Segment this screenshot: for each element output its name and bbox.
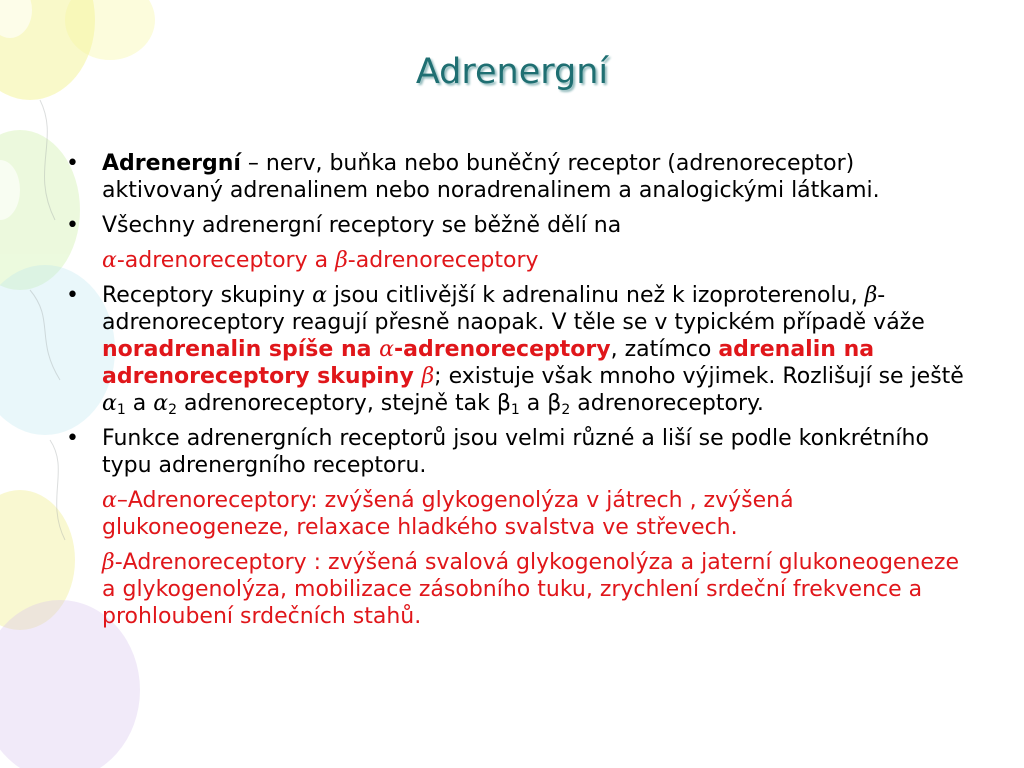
slide-body: [62, 150, 967, 638]
alpha-symbol: α: [102, 391, 117, 416]
subscript: 2: [561, 402, 571, 418]
text-span: a: [125, 391, 154, 416]
term-bold: Adrenergní: [102, 151, 241, 176]
bullet-icon: •: [66, 283, 79, 308]
beta-symbol: β: [335, 248, 348, 273]
definition-text: – nerv, buňka nebo buněčný receptor (adrenoreceptor) aktivovaný adrenalinem nebo noradrenalinem a analogickými látkami.: [102, 151, 880, 203]
list-item: [62, 150, 967, 204]
slide-title: Adrenergní: [415, 52, 609, 92]
list-item: [62, 549, 967, 630]
text-span: adrenoreceptory, stejně tak β: [177, 391, 511, 416]
list-item: [62, 487, 967, 541]
subscript: 2: [168, 402, 178, 418]
text-span: Receptory skupiny: [102, 283, 313, 308]
text-span: adrenoreceptory.: [570, 391, 764, 416]
item-text: Všechny adrenergní receptory se běžně dělí na: [102, 213, 622, 238]
alpha-symbol: α: [153, 391, 169, 416]
highlight-text: noradrenalin spíše na: [102, 337, 380, 362]
text-span: Adrenoreceptory: zvýšená glykogenolýza v játrech , zvýšená glukoneogeneze, relaxace hladkého svalstva ve střevech.: [102, 488, 794, 540]
alpha-symbol: α: [102, 488, 117, 513]
list-item: [62, 425, 967, 479]
bullet-icon: •: [66, 426, 79, 451]
item-text: [102, 150, 967, 204]
square-bullet-icon: [62, 549, 102, 630]
square-bullet-icon: [62, 247, 102, 274]
text-span: , zatímco: [610, 337, 719, 362]
square-bullet-icon: [62, 487, 102, 541]
text-span: -adrenoreceptory a: [116, 248, 336, 273]
subscript: 1: [510, 402, 520, 418]
item-text: [102, 282, 967, 417]
alpha-symbol: α: [312, 283, 327, 308]
item-text: [102, 487, 967, 541]
text-span: ; existuje však mnoho výjimek. Rozlišují se ještě: [434, 364, 964, 389]
bullet-icon: •: [66, 213, 79, 238]
alpha-symbol: α: [102, 248, 117, 273]
bullet-icon: •: [66, 151, 79, 176]
list-item: [62, 247, 967, 274]
highlight-text: -adrenoreceptory: [394, 337, 611, 362]
subscript: 1: [116, 402, 126, 418]
beta-symbol: β: [864, 283, 878, 308]
text-span: -Adrenoreceptory : zvýšená svalová glykogenolýza a jaterní glukoneogeneze a glykogenolýza, mobilizace zásobního tuku, zrychlení srdeční frekvence a prohloubení srdečních stahů.: [102, 550, 960, 629]
text-span: -adrenoreceptory reagují přesně naopak. V těle se v typickém případě váže: [102, 283, 925, 335]
list-item: [62, 282, 967, 417]
dash: –: [116, 488, 128, 513]
item-text: [102, 549, 967, 630]
list-item: [62, 212, 967, 239]
text-span: jsou citlivější k adrenalinu než k izoproterenolu,: [326, 283, 865, 308]
highlight-text: adrenalin na adrenoreceptory skupiny: [102, 337, 875, 389]
text-span: a β: [519, 391, 562, 416]
beta-symbol: β: [102, 550, 115, 575]
alpha-symbol: α: [379, 337, 394, 362]
beta-symbol: β: [421, 364, 435, 389]
item-text: [102, 247, 967, 274]
text-span: -adrenoreceptory: [347, 248, 539, 273]
item-text: Funkce adrenergních receptorů jsou velmi různé a liší se podle konkrétního typu adrenergního receptoru.: [102, 426, 929, 478]
